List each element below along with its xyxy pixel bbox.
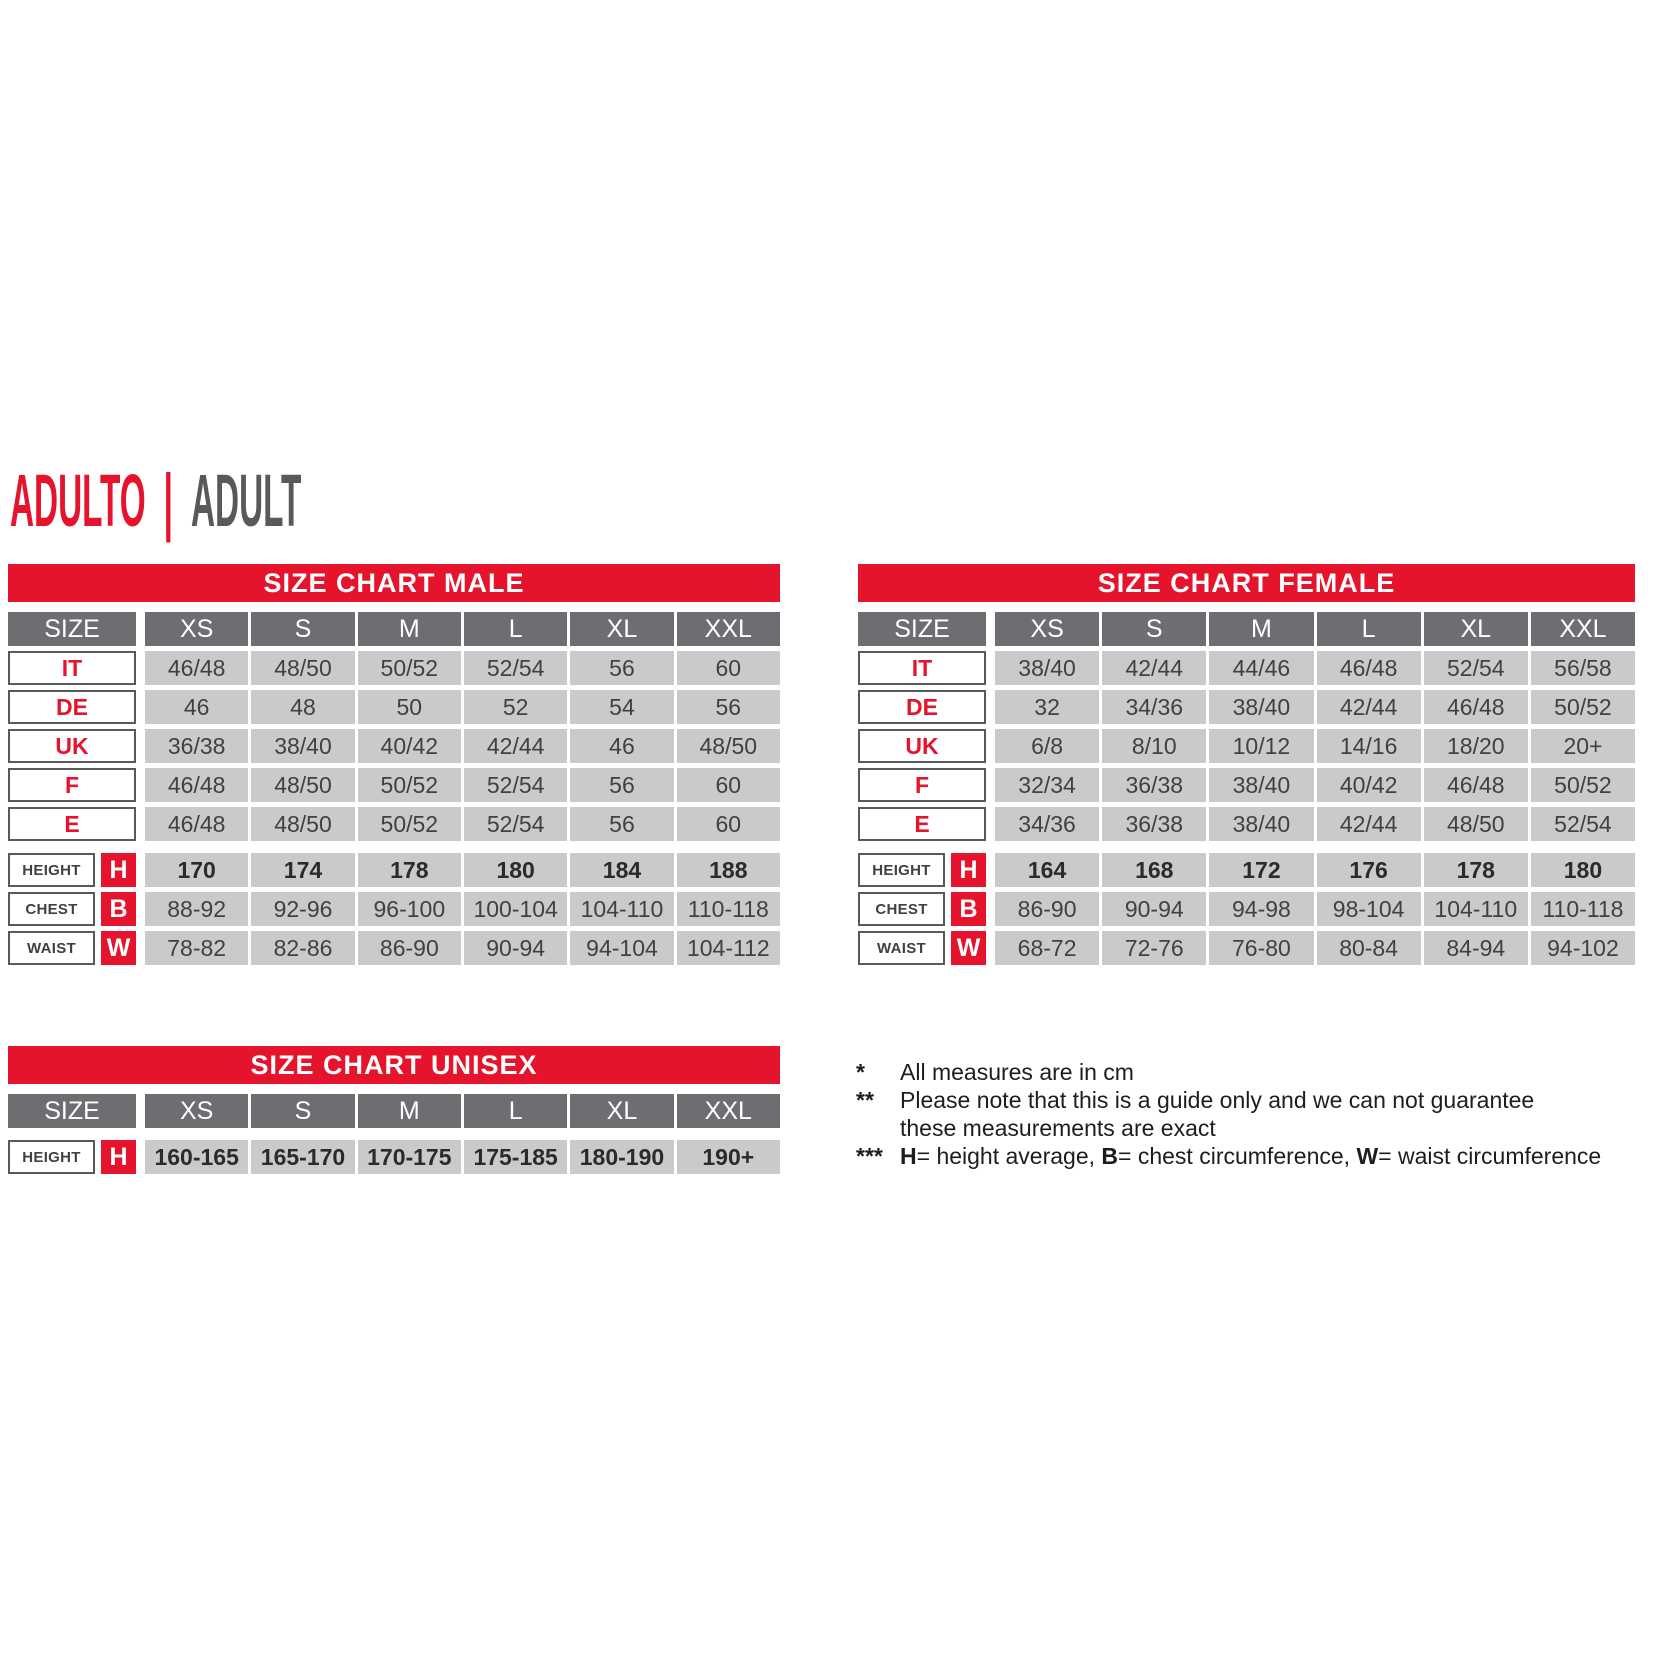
female-e-value: 38/40 — [1209, 807, 1313, 841]
unisex-title-bar: SIZE CHART UNISEX — [8, 1046, 780, 1084]
male-chest-value: 96-100 — [358, 892, 461, 926]
male-uk-value: 42/44 — [464, 729, 567, 763]
female-it-value: 52/54 — [1424, 651, 1528, 685]
male-letter-badge-w: W — [101, 931, 136, 965]
male-it-value: 50/52 — [358, 651, 461, 685]
female-label-text-waist: WAIST — [858, 931, 945, 965]
male-e-value: 46/48 — [145, 807, 248, 841]
male-e-value: 56 — [570, 807, 673, 841]
female-waist-value: 94-102 — [1531, 931, 1635, 965]
female-chest-value: 86-90 — [995, 892, 1099, 926]
male-f-value: 60 — [677, 768, 780, 802]
footnote-measures — [856, 1058, 1636, 1086]
female-waist-value: 76-80 — [1209, 931, 1313, 965]
male-chest-value: 110-118 — [677, 892, 780, 926]
title-separator: | — [163, 459, 173, 542]
male-waist-value: 78-82 — [145, 931, 248, 965]
female-e-value: 36/38 — [1102, 807, 1206, 841]
male-header-row — [8, 612, 780, 646]
male-e-value: 52/54 — [464, 807, 567, 841]
male-chest-value: 88-92 — [145, 892, 248, 926]
male-it-value: 60 — [677, 651, 780, 685]
page-title-text — [10, 459, 302, 542]
male-it-value: 52/54 — [464, 651, 567, 685]
male-column-header-xl: XL — [570, 612, 673, 646]
unisex-column-header-s: S — [251, 1094, 354, 1128]
male-label-it: IT — [8, 651, 136, 685]
female-chest-value: 98-104 — [1317, 892, 1421, 926]
male-uk-value: 46 — [570, 729, 673, 763]
footnote-line: these measurements are exact — [900, 1115, 1216, 1141]
male-row-chest — [8, 892, 780, 926]
female-uk-value: 20+ — [1531, 729, 1635, 763]
female-uk-value: 8/10 — [1102, 729, 1206, 763]
footnote-line: Please note that this is a guide only and we can not guarantee — [900, 1087, 1535, 1113]
male-height-value: 178 — [358, 853, 461, 887]
female-height-value: 180 — [1531, 853, 1635, 887]
female-f-value: 32/34 — [995, 768, 1099, 802]
unisex-height-value: 175-185 — [464, 1140, 567, 1174]
footnote-text — [900, 1142, 1636, 1170]
female-label-chest — [858, 892, 986, 926]
female-column-header-s: S — [1102, 612, 1206, 646]
unisex-row-height — [8, 1140, 780, 1174]
female-label-text-height: HEIGHT — [858, 853, 945, 887]
male-label-de: DE — [8, 690, 136, 724]
female-chest-value: 94-98 — [1209, 892, 1313, 926]
female-waist-value: 80-84 — [1317, 931, 1421, 965]
size-chart-male-table — [8, 564, 780, 970]
unisex-label-text-height: HEIGHT — [8, 1140, 95, 1174]
legend-b-desc: = chest circumference, — [1118, 1143, 1357, 1169]
female-it-value: 42/44 — [1102, 651, 1206, 685]
female-waist-value: 84-94 — [1424, 931, 1528, 965]
female-label-waist — [858, 931, 986, 965]
female-it-value: 44/46 — [1209, 651, 1313, 685]
male-row-waist — [8, 931, 780, 965]
footnote-text — [900, 1086, 1636, 1142]
unisex-size-header-cell: SIZE — [8, 1094, 136, 1128]
female-row-de — [858, 690, 1635, 724]
male-f-value: 46/48 — [145, 768, 248, 802]
unisex-column-header-xs: XS — [145, 1094, 248, 1128]
male-size-header-cell: SIZE — [8, 612, 136, 646]
female-column-header-xxl: XXL — [1531, 612, 1635, 646]
male-title-bar: SIZE CHART MALE — [8, 564, 780, 602]
female-column-header-l: L — [1317, 612, 1421, 646]
male-it-value: 56 — [570, 651, 673, 685]
female-it-value: 46/48 — [1317, 651, 1421, 685]
unisex-height-value: 170-175 — [358, 1140, 461, 1174]
unisex-height-value: 180-190 — [570, 1140, 673, 1174]
legend-h: H — [900, 1143, 917, 1169]
male-label-chest — [8, 892, 136, 926]
male-e-value: 60 — [677, 807, 780, 841]
female-row-waist — [858, 931, 1635, 965]
female-de-value: 50/52 — [1531, 690, 1635, 724]
female-e-value: 52/54 — [1531, 807, 1635, 841]
female-letter-badge-b: B — [951, 892, 986, 926]
unisex-height-value: 160-165 — [145, 1140, 248, 1174]
female-f-value: 46/48 — [1424, 768, 1528, 802]
male-column-header-m: M — [358, 612, 461, 646]
male-label-text-height: HEIGHT — [8, 853, 95, 887]
female-e-value: 42/44 — [1317, 807, 1421, 841]
male-chest-value: 104-110 — [570, 892, 673, 926]
male-de-value: 52 — [464, 690, 567, 724]
female-row-uk — [858, 729, 1635, 763]
female-label-e: E — [858, 807, 986, 841]
female-row-height — [858, 853, 1635, 887]
female-de-value: 42/44 — [1317, 690, 1421, 724]
female-uk-value: 10/12 — [1209, 729, 1313, 763]
page-title — [10, 459, 657, 542]
male-it-value: 46/48 — [145, 651, 248, 685]
female-uk-value: 6/8 — [995, 729, 1099, 763]
title-adult: ADULT — [190, 459, 302, 542]
male-e-value: 50/52 — [358, 807, 461, 841]
male-f-value: 50/52 — [358, 768, 461, 802]
male-label-height — [8, 853, 136, 887]
male-row-height — [8, 853, 780, 887]
male-height-value: 188 — [677, 853, 780, 887]
female-label-it: IT — [858, 651, 986, 685]
male-chest-value: 100-104 — [464, 892, 567, 926]
female-label-f: F — [858, 768, 986, 802]
female-label-text-chest: CHEST — [858, 892, 945, 926]
female-height-value: 178 — [1424, 853, 1528, 887]
male-height-value: 170 — [145, 853, 248, 887]
male-letter-badge-b: B — [101, 892, 136, 926]
female-chest-value: 104-110 — [1424, 892, 1528, 926]
female-de-value: 34/36 — [1102, 690, 1206, 724]
male-de-value: 54 — [570, 690, 673, 724]
male-label-waist — [8, 931, 136, 965]
female-height-value: 168 — [1102, 853, 1206, 887]
male-row-e — [8, 807, 780, 841]
female-uk-value: 18/20 — [1424, 729, 1528, 763]
male-label-text-chest: CHEST — [8, 892, 95, 926]
male-label-e: E — [8, 807, 136, 841]
female-letter-badge-w: W — [951, 931, 986, 965]
male-waist-value: 86-90 — [358, 931, 461, 965]
male-letter-badge-h: H — [101, 853, 136, 887]
male-uk-value: 40/42 — [358, 729, 461, 763]
female-it-value: 56/58 — [1531, 651, 1635, 685]
female-label-de: DE — [858, 690, 986, 724]
female-column-header-xs: XS — [995, 612, 1099, 646]
male-de-value: 46 — [145, 690, 248, 724]
unisex-column-header-m: M — [358, 1094, 461, 1128]
male-row-uk — [8, 729, 780, 763]
male-uk-value: 38/40 — [251, 729, 354, 763]
male-chest-value: 92-96 — [251, 892, 354, 926]
size-chart-unisex-table — [8, 1046, 780, 1179]
male-f-value: 56 — [570, 768, 673, 802]
legend-h-desc: = height average, — [916, 1143, 1102, 1169]
male-de-value: 48 — [251, 690, 354, 724]
female-f-value: 40/42 — [1317, 768, 1421, 802]
male-height-value: 174 — [251, 853, 354, 887]
unisex-header-row — [8, 1094, 780, 1128]
male-column-header-xxl: XXL — [677, 612, 780, 646]
male-column-header-l: L — [464, 612, 567, 646]
male-de-value: 56 — [677, 690, 780, 724]
male-f-value: 48/50 — [251, 768, 354, 802]
male-it-value: 48/50 — [251, 651, 354, 685]
female-size-header-cell: SIZE — [858, 612, 986, 646]
female-row-it — [858, 651, 1635, 685]
unisex-label-height — [8, 1140, 136, 1174]
male-height-value: 184 — [570, 853, 673, 887]
female-e-value: 48/50 — [1424, 807, 1528, 841]
male-height-value: 180 — [464, 853, 567, 887]
footnote-marker: *** — [856, 1143, 883, 1169]
female-row-chest — [858, 892, 1635, 926]
footnote-guide — [856, 1086, 1636, 1142]
female-de-value: 46/48 — [1424, 690, 1528, 724]
title-adulto: ADULTO — [10, 459, 146, 542]
male-row-f — [8, 768, 780, 802]
female-letter-badge-h: H — [951, 853, 986, 887]
footnote-marker: * — [856, 1059, 865, 1085]
female-f-value: 36/38 — [1102, 768, 1206, 802]
female-waist-value: 68-72 — [995, 931, 1099, 965]
legend-w-desc: = waist circumference — [1378, 1143, 1602, 1169]
female-chest-value: 110-118 — [1531, 892, 1635, 926]
female-column-header-m: M — [1209, 612, 1313, 646]
female-chest-value: 90-94 — [1102, 892, 1206, 926]
female-height-value: 164 — [995, 853, 1099, 887]
male-e-value: 48/50 — [251, 807, 354, 841]
footnote-legend — [856, 1142, 1636, 1170]
male-label-f: F — [8, 768, 136, 802]
female-f-value: 38/40 — [1209, 768, 1313, 802]
female-it-value: 38/40 — [995, 651, 1099, 685]
male-row-de — [8, 690, 780, 724]
female-height-value: 172 — [1209, 853, 1313, 887]
female-de-value: 32 — [995, 690, 1099, 724]
female-row-f — [858, 768, 1635, 802]
footnote-marker: ** — [856, 1087, 874, 1113]
female-de-value: 38/40 — [1209, 690, 1313, 724]
female-e-value: 34/36 — [995, 807, 1099, 841]
female-height-value: 176 — [1317, 853, 1421, 887]
female-f-value: 50/52 — [1531, 768, 1635, 802]
male-label-uk: UK — [8, 729, 136, 763]
male-uk-value: 36/38 — [145, 729, 248, 763]
unisex-height-value: 190+ — [677, 1140, 780, 1174]
female-label-uk: UK — [858, 729, 986, 763]
male-label-text-waist: WAIST — [8, 931, 95, 965]
male-uk-value: 48/50 — [677, 729, 780, 763]
male-waist-value: 94-104 — [570, 931, 673, 965]
male-waist-value: 104-112 — [677, 931, 780, 965]
footnotes — [856, 1058, 1636, 1170]
male-waist-value: 90-94 — [464, 931, 567, 965]
male-f-value: 52/54 — [464, 768, 567, 802]
male-de-value: 50 — [358, 690, 461, 724]
unisex-column-header-xxl: XXL — [677, 1094, 780, 1128]
male-waist-value: 82-86 — [251, 931, 354, 965]
size-chart-female-table — [858, 564, 1635, 970]
unisex-column-header-xl: XL — [570, 1094, 673, 1128]
female-uk-value: 14/16 — [1317, 729, 1421, 763]
female-title-bar: SIZE CHART FEMALE — [858, 564, 1635, 602]
footnote-text: All measures are in cm — [900, 1059, 1134, 1085]
female-column-header-xl: XL — [1424, 612, 1528, 646]
male-row-it — [8, 651, 780, 685]
female-header-row — [858, 612, 1635, 646]
male-column-header-xs: XS — [145, 612, 248, 646]
unisex-height-value: 165-170 — [251, 1140, 354, 1174]
female-waist-value: 72-76 — [1102, 931, 1206, 965]
female-label-height — [858, 853, 986, 887]
female-row-e — [858, 807, 1635, 841]
legend-b: B — [1101, 1143, 1119, 1169]
unisex-letter-badge-h: H — [101, 1140, 136, 1174]
male-column-header-s: S — [251, 612, 354, 646]
legend-w: W — [1356, 1143, 1379, 1169]
unisex-column-header-l: L — [464, 1094, 567, 1128]
